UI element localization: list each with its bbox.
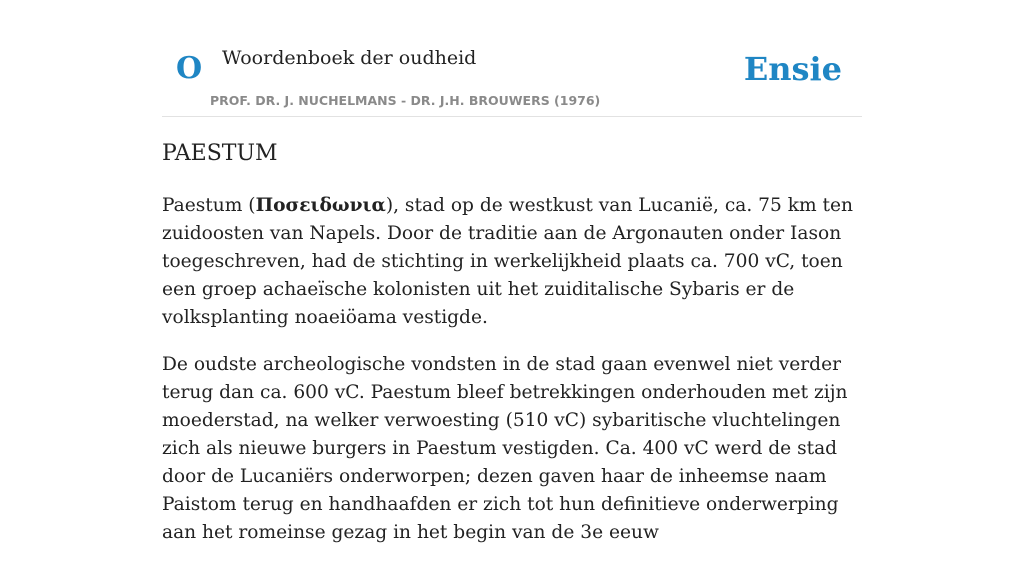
page [162, 0, 862, 543]
paragraph-1-after: ), stad op de westkust van Lucanië, ca. 75 km ten zuidoosten van Napels. Door de traditie aan de Argonauten onder Iason toegeschreven, had de stichting in werkelijkheid plaats ca. 700 vC, toen een groep achaeïsche kolonisten uit het zuiditalische Sybaris er de volksplanting noaeiöama vestigde. [162, 195, 853, 328]
entry-body [162, 192, 862, 566]
entry-title: PAESTUM [162, 141, 278, 166]
dictionary-authors: PROF. DR. J. NUCHELMANS - DR. J.H. BROUWERS (1976) [210, 93, 601, 108]
paragraph-1-before: Paestum ( [162, 195, 256, 216]
paragraph-1 [162, 192, 862, 332]
dictionary-title[interactable]: Woordenboek der oudheid [222, 47, 477, 69]
greek-name: Ποσειδωνια [255, 195, 386, 216]
letter-index-link[interactable]: O [176, 51, 203, 86]
ensie-logo[interactable]: Ensie [743, 50, 842, 88]
paragraph-2: De oudste archeologische vondsten in de stad gaan evenwel niet verder terug dan ca. 600 vC. Paestum bleef betrekkingen onderhouden met zijn moederstad, na welker verwoesting (510 vC) sybaritische vluchtelingen zich als nieuwe burgers in Paestum vestigden. Ca. 400 vC werd de stad door de Lucaniërs onderworpen; dezen gaven haar de inheemse naam Paistom terug en handhaafden er zich tot hun definitieve onderwerping aan het romeinse gezag in het begin van de 3e eeuw [162, 354, 848, 543]
site-header [162, 0, 862, 117]
